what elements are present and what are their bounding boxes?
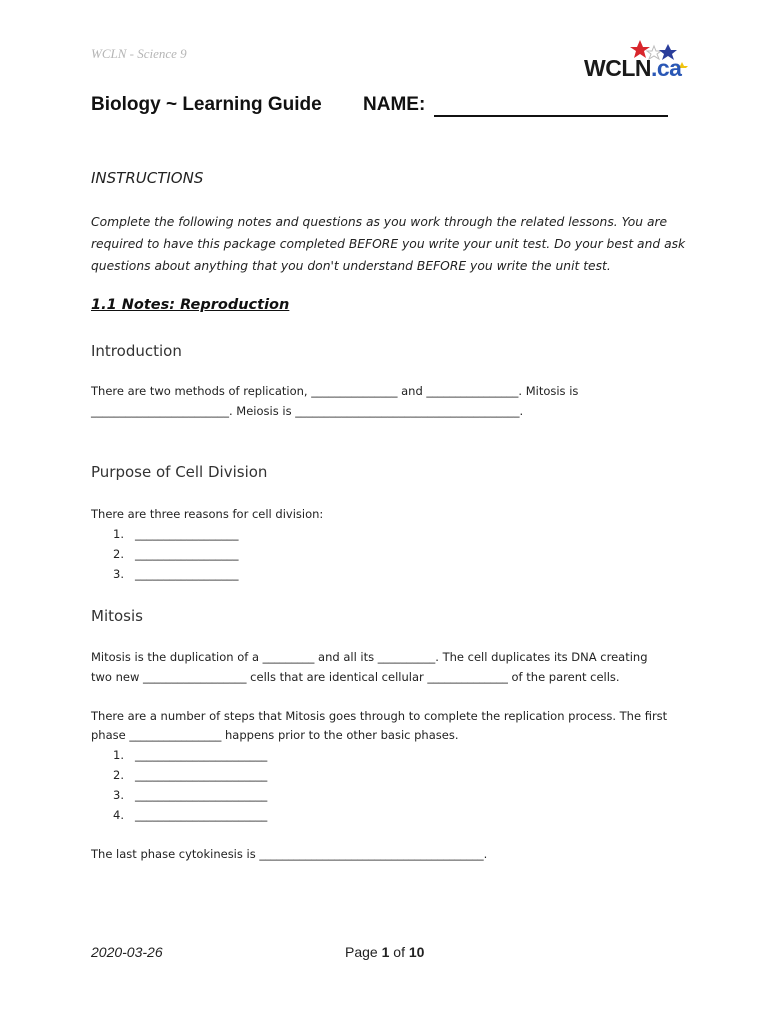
footer-date: 2020-03-26 — [91, 944, 163, 960]
mitosis-heading: Mitosis — [91, 607, 143, 625]
wcln-logo — [582, 38, 692, 88]
purpose-intro: There are three reasons for cell division: — [91, 507, 324, 521]
purpose-heading: Purpose of Cell Division — [91, 463, 268, 481]
mitosis-line-4: phase ________________ happens prior to the other basic phases. — [91, 728, 459, 742]
introduction-heading: Introduction — [91, 342, 182, 360]
course-header: WCLN - Science 9 — [91, 46, 187, 61]
mitosis-step-item: 4. _______________________ — [113, 808, 268, 822]
footer-page-number: Page 1 of 10 — [345, 944, 425, 960]
mitosis-step-item: 2. _______________________ — [113, 768, 268, 782]
section-title: 1.1 Notes: Reproduction — [91, 297, 290, 313]
introduction-line-2: ________________________. Meiosis is _______________________________________. — [91, 404, 524, 418]
instructions-heading: INSTRUCTIONS — [91, 169, 204, 187]
mitosis-line-2: two new __________________ cells that are identical cellular ______________ of the parent cells. — [91, 670, 620, 684]
mitosis-step-item: 3. _______________________ — [113, 788, 268, 802]
introduction-line-1: There are two methods of replication, _______________ and ________________. Mitosis is — [91, 384, 579, 398]
mitosis-step-item: 1. _______________________ — [113, 748, 268, 762]
name-field-line[interactable] — [434, 115, 668, 117]
mitosis-line-1: Mitosis is the duplication of a _________ and all its __________. The cell duplicates its DNA creating — [91, 650, 648, 664]
instructions-body: Complete the following notes and questions as you work through the related lessons. You are required to have this package completed BEFORE you write your unit test. Do your best and ask questions about anything that you don't understand BEFORE you write the unit test. — [91, 215, 686, 273]
logo-wordmark: WCLN.ca — [584, 55, 682, 81]
mitosis-line-3: There are a number of steps that Mitosis goes through to complete the replication process. The first — [91, 709, 668, 723]
purpose-list-item: 2. __________________ — [113, 547, 239, 561]
page-title: Biology ~ Learning Guide — [91, 94, 322, 115]
mitosis-last-phase: The last phase cytokinesis is _______________________________________. — [91, 847, 488, 861]
name-label: NAME: — [363, 94, 426, 115]
purpose-list-item: 3. __________________ — [113, 567, 239, 581]
purpose-list-item: 1. __________________ — [113, 527, 239, 541]
